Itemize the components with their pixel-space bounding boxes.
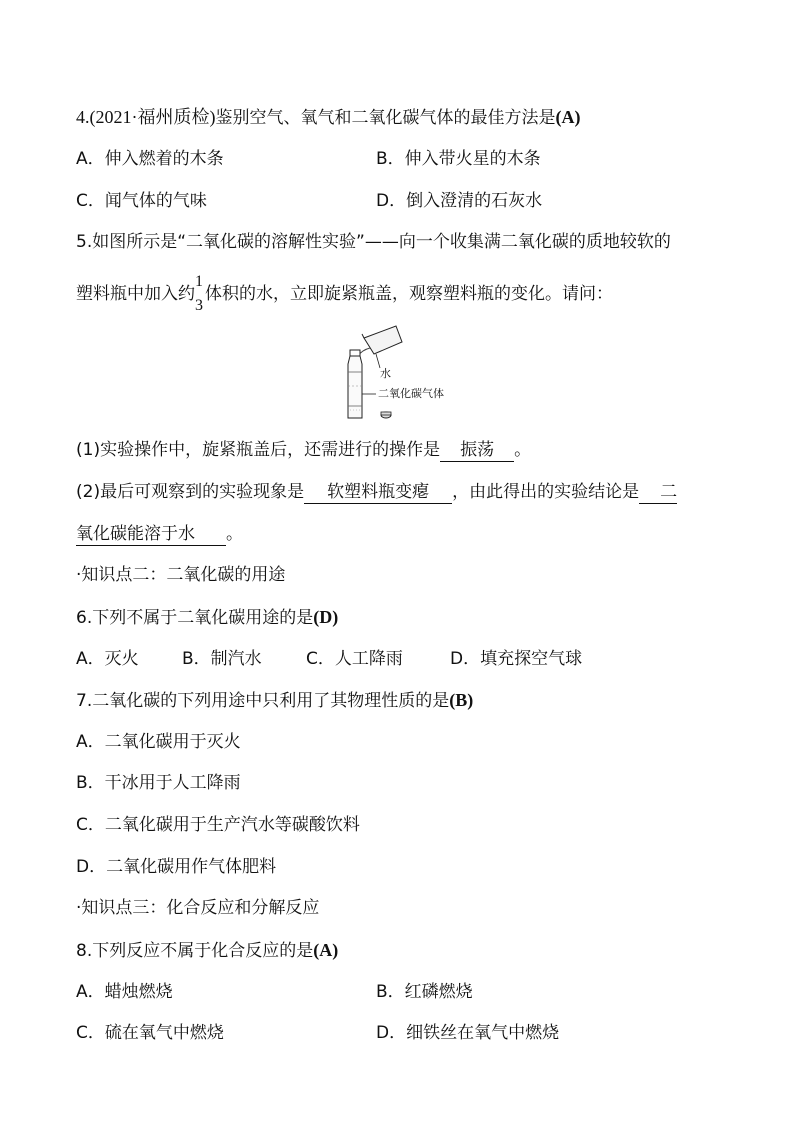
knowledge-point-2: ·知识点二：二氧化碳的用途 bbox=[76, 565, 286, 585]
q5-sub2-text: (2)最后可观察到的实验现象是 bbox=[76, 482, 305, 502]
q5-stem-line2 bbox=[76, 273, 613, 314]
q4-option-d: D．倒入澄清的石灰水 bbox=[376, 191, 543, 211]
q4-text: 鉴别空气、氧气和二氧化碳气体的最佳方法是 bbox=[215, 108, 556, 128]
knowledge-point-3: ·知识点三：化合反应和分解反应 bbox=[76, 898, 320, 918]
q7-text: 7.二氧化碳的下列用途中只利用了其物理性质的是 bbox=[76, 691, 450, 711]
figure-label-co2: 二氧化碳气体 bbox=[378, 387, 444, 400]
q4-option-b: B．伸入带火星的木条 bbox=[376, 149, 541, 169]
q7-option-a: A．二氧化碳用于灭火 bbox=[76, 732, 241, 752]
q5-sub1 bbox=[76, 438, 531, 462]
q8-option-c: C．硫在氧气中燃烧 bbox=[76, 1023, 224, 1043]
q4-option-c: C．闻气体的气味 bbox=[76, 191, 207, 211]
q4-options-row2 bbox=[76, 189, 543, 213]
q4-options-row1 bbox=[76, 147, 541, 171]
q6-stem bbox=[76, 605, 338, 630]
q4-stem bbox=[76, 105, 580, 130]
one-third-fraction bbox=[195, 273, 205, 314]
q7-option-d: D．二氧化碳用作气体肥料 bbox=[76, 857, 277, 877]
q7-option-b: B．干冰用于人工降雨 bbox=[76, 773, 241, 793]
fraction-numerator: 1 bbox=[195, 273, 203, 290]
q6-text: 6.下列不属于二氧化碳用途的是 bbox=[76, 608, 314, 628]
q5-sub2 bbox=[76, 480, 677, 504]
q6-answer: (D) bbox=[313, 607, 339, 627]
q6-option-b: B．制汽水 bbox=[182, 649, 262, 669]
q5-sub2-answer1: 软塑料瓶变瘪 bbox=[304, 481, 452, 504]
q5-sub2-cont bbox=[76, 522, 243, 546]
q7-answer: (B) bbox=[449, 690, 474, 710]
q5-sub2-answer2-part2: 氧化碳能溶于水 bbox=[76, 523, 226, 546]
figure-label-water: 水 bbox=[380, 367, 391, 380]
bottle-diagram-icon bbox=[340, 324, 460, 424]
q5-line2-pre: 塑料瓶中加入约 bbox=[76, 284, 195, 304]
fraction-denominator: 3 bbox=[195, 297, 203, 314]
q8-options-row2 bbox=[76, 1021, 560, 1045]
q4-answer: (A) bbox=[555, 107, 581, 127]
q5-sub1-end: 。 bbox=[514, 440, 532, 460]
q4-source: (2021·福州质检) bbox=[89, 107, 216, 127]
q6-option-c: C．人工降雨 bbox=[306, 649, 403, 669]
q6-options bbox=[76, 647, 582, 671]
bottle-experiment-figure bbox=[340, 324, 460, 424]
q8-option-d: D．细铁丝在氧气中燃烧 bbox=[376, 1023, 560, 1043]
q7-option-c: C．二氧化碳用于生产汽水等碳酸饮料 bbox=[76, 815, 360, 835]
q4-option-a: A．伸入燃着的木条 bbox=[76, 149, 224, 169]
q5-sub2-answer2-part1: 二 bbox=[639, 481, 677, 504]
q5-sub1-text: (1)实验操作中，旋紧瓶盖后，还需进行的操作是 bbox=[76, 440, 441, 460]
q5-sub1-answer: 振荡 bbox=[440, 439, 514, 462]
q4-number: 4. bbox=[76, 107, 90, 127]
q7-stem bbox=[76, 688, 473, 713]
q8-option-a: A．蜡烛燃烧 bbox=[76, 982, 173, 1002]
q5-sub2-mid: ，由此得出的实验结论是 bbox=[452, 482, 640, 502]
q8-text: 8.下列反应不属于化合反应的是 bbox=[76, 941, 314, 961]
q5-line2-post: 体积的水，立即旋紧瓶盖，观察塑料瓶的变化。请问： bbox=[205, 284, 613, 304]
q6-option-a: A．灭火 bbox=[76, 649, 139, 669]
q8-option-b: B．红磷燃烧 bbox=[376, 982, 473, 1002]
q8-stem bbox=[76, 938, 338, 963]
q8-answer: (A) bbox=[313, 940, 339, 960]
q5-sub2-end: 。 bbox=[226, 524, 243, 544]
q6-option-d: D．填充探空气球 bbox=[450, 649, 583, 669]
q8-options-row1 bbox=[76, 980, 473, 1004]
q5-stem-line1: 5.如图所示是“二氧化碳的溶解性实验”——向一个收集满二氧化碳的质地较软的 bbox=[76, 232, 671, 252]
